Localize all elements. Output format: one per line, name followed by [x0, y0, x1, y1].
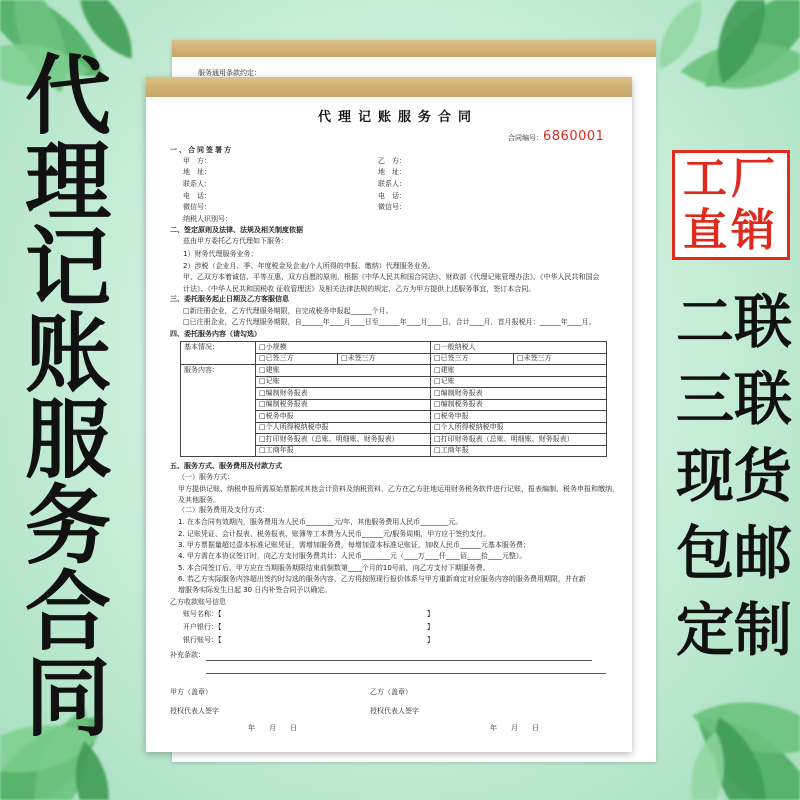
service-content-label: 服务内容：	[181, 365, 256, 457]
agreement-signed-option: □已签三方	[256, 353, 338, 365]
service-option: □工商年报	[431, 445, 607, 457]
account-info-heading: 乙方收款账号信息	[170, 598, 226, 606]
contract-number-row	[508, 129, 604, 146]
basis-line: 2）涉税（企业月、季、年度税金及企业/个人所得的申报、缴纳）代理服务业务。	[183, 262, 435, 270]
party-b-date: 年 月 日	[490, 724, 539, 732]
section-basis-heading: 二、签定原则及法律、法规及相关制度依据	[170, 226, 303, 234]
service-method-line: 甲方提供记账、纳税申报所需原始票据或其他会计资料及纳税资料，乙方在乙方驻地运用财务税务软件进行记账、报表编制、税务申报和缴纳，	[178, 485, 619, 493]
bracket-close: 】	[427, 623, 434, 631]
payment-line: 5. 本合同签订后，甲方应在当期服务期限结束前倒数第____个月的10号前，向乙方支付下期服务费。	[178, 564, 490, 572]
feature-in-stock: 现货	[675, 442, 792, 510]
service-scope-table	[180, 341, 607, 457]
feature-three-ply: 三联	[675, 365, 792, 433]
service-option: □建账	[256, 365, 431, 377]
party-b-phone-label: 电 话：	[378, 192, 406, 200]
account-name-label: 账号名称：【	[183, 610, 222, 618]
supplement-line	[206, 673, 606, 674]
party-b-seal-label: 乙方（盖章）	[370, 688, 412, 696]
party-b-address-label: 地 址：	[378, 168, 406, 176]
basis-line: 兹由甲方委托乙方代理如下服务：	[183, 237, 288, 245]
contract-number: 6860001	[543, 129, 605, 144]
payment-line: 3. 甲方票据量超过壹本标准记账凭证，需增加服务费，每增加壹本标准记账证，加收人民币______元基本服务费；	[178, 541, 530, 549]
contract-title: 代理记账服务合同	[318, 110, 479, 125]
term-registered-company-line: □已注册企业，乙方代理服务期限，自______年____月____日至______年____月____日，合计____月，首月报税月：______年____月。	[183, 318, 596, 326]
feature-two-ply: 二联	[675, 288, 792, 356]
term-new-company-line: □新注册企业，乙方代理服务期限，自完成税务申报起______个月。	[183, 307, 393, 315]
party-a-phone-label: 电 话：	[183, 192, 211, 200]
paper-top-band	[146, 77, 632, 97]
bracket-close: 】	[427, 636, 434, 644]
party-a-name-label: 甲 方：	[183, 157, 211, 165]
payment-line: 4. 甲方需在本协议签订时，向乙方支付服务费共计：人民币________元（____万____仟____佰____拾____元整）。	[178, 552, 527, 560]
service-method-line: 及其他服务。	[178, 496, 220, 504]
factory-direct-badge	[672, 150, 790, 260]
service-option: □编制税务报表	[256, 399, 431, 411]
service-option: □编制财务报表	[256, 388, 431, 400]
bank-account-label: 银行账号：【	[183, 636, 222, 644]
taxpayer-small-scale-option: □小规模	[256, 342, 431, 354]
party-b-contact-label: 联系人：	[378, 180, 406, 188]
service-option: □工商年报	[256, 445, 431, 457]
party-a-address-label: 地 址：	[183, 168, 211, 176]
party-b-name-label: 乙 方：	[378, 157, 406, 165]
service-option: □税务申报	[431, 411, 607, 423]
party-a-signer-label: 授权代表人签字	[170, 707, 219, 715]
badge-line-1: 工厂	[683, 153, 779, 204]
service-option: □编制税务报表	[431, 399, 607, 411]
service-option: □个人所得税纳税申报	[256, 422, 431, 434]
service-option: □建账	[431, 365, 607, 377]
table-row	[181, 342, 607, 354]
basis-line: 甲、乙双方本着诚信、平等互惠、双方自愿的原则，根据《中华人民共和国合同法》、财政部《代理记账管理办法》、《中华人民共和国会	[183, 273, 600, 281]
service-option: □打印财务报表（总账、明细账、财务报表）	[431, 434, 607, 446]
basis-line: 1）财务代理服务业务；	[183, 250, 258, 258]
table-row	[181, 365, 607, 377]
party-a-wechat-label: 微信号：	[183, 203, 211, 211]
contract-number-label: 合同编号：	[508, 134, 543, 142]
basic-info-label: 基本情况：	[181, 342, 256, 365]
bank-name-label: 开户银行：【	[183, 623, 222, 631]
feature-customizable: 定制	[675, 596, 792, 664]
payment-line: 1. 在本合同有效期内，服务费用为人民币________元/年，其他服务费用人民币________元。	[178, 518, 463, 526]
payment-line: 增服务实际发生日起 30 日内补签合同予以确定。	[178, 586, 332, 594]
agreement-unsigned-option: □未签三方	[338, 353, 431, 365]
section-term-heading: 三、委托服务起止日期及乙方客服信息	[170, 295, 289, 303]
section-parties-heading: 一、合同签署方	[170, 146, 233, 154]
service-option: □税务申报	[256, 411, 431, 423]
party-a-seal-label: 甲方（盖章）	[170, 688, 212, 696]
payment-line: 6. 若乙方实际服务内容超出签约时勾选的服务内容，乙方将按照现行报价体系与甲方重新商定对应服务内容的服务费用期限，并在新	[178, 575, 586, 583]
basis-line: 计法》、《中华人民共和国税收 征收管理法》及相关法律法规的规定，乙方为甲方提供上述服务事宜，签订本合同。	[183, 285, 536, 293]
party-b-wechat-label: 微信号：	[378, 203, 406, 211]
supplement-label: 补充条款：	[170, 651, 205, 659]
agreement-signed-option: □已签三方	[431, 353, 514, 365]
service-option: □打印财务报表（总账、明细账、财务报表）	[256, 434, 431, 446]
service-option: □编制财务报表	[431, 388, 607, 400]
section-scope-heading: 四、委托服务内容（请勾选）	[170, 330, 261, 338]
back-sheet-heading: 服务通用条款约定：	[198, 69, 261, 77]
badge-line-2: 直销	[683, 205, 779, 256]
taxpayer-general-option: □一般纳税人	[431, 342, 607, 354]
vertical-product-title: 代理记账服务合同	[10, 50, 110, 738]
party-a-taxid-label: 纳税人识别号：	[183, 215, 232, 223]
section-fees-heading: 五、服务方式、服务费用及付款方式	[170, 462, 282, 470]
payment-line: 2. 记账凭证、会计报表、税务报表、账簿等工本费为人民币______元/服务周期，甲方应于签约支付。	[178, 530, 491, 538]
supplement-line	[206, 660, 592, 661]
payment-heading: （二）服务费用及支付方式：	[178, 506, 269, 514]
feature-free-shipping: 包邮	[675, 519, 792, 587]
party-a-date: 年 月 日	[248, 724, 297, 732]
service-method-heading: （一）服务方式：	[178, 473, 234, 481]
service-option: □个人所得税纳税申报	[431, 422, 607, 434]
feature-list	[672, 284, 796, 669]
bracket-close: 】	[427, 610, 434, 618]
party-b-signer-label: 授权代表人签字	[370, 707, 419, 715]
party-a-contact-label: 联系人：	[183, 180, 211, 188]
agreement-unsigned-option: □未签三方	[514, 353, 607, 365]
contract-sheet	[146, 77, 632, 752]
service-option: □记账	[431, 376, 607, 388]
service-option: □记账	[256, 376, 431, 388]
paper-top-band	[172, 40, 656, 57]
